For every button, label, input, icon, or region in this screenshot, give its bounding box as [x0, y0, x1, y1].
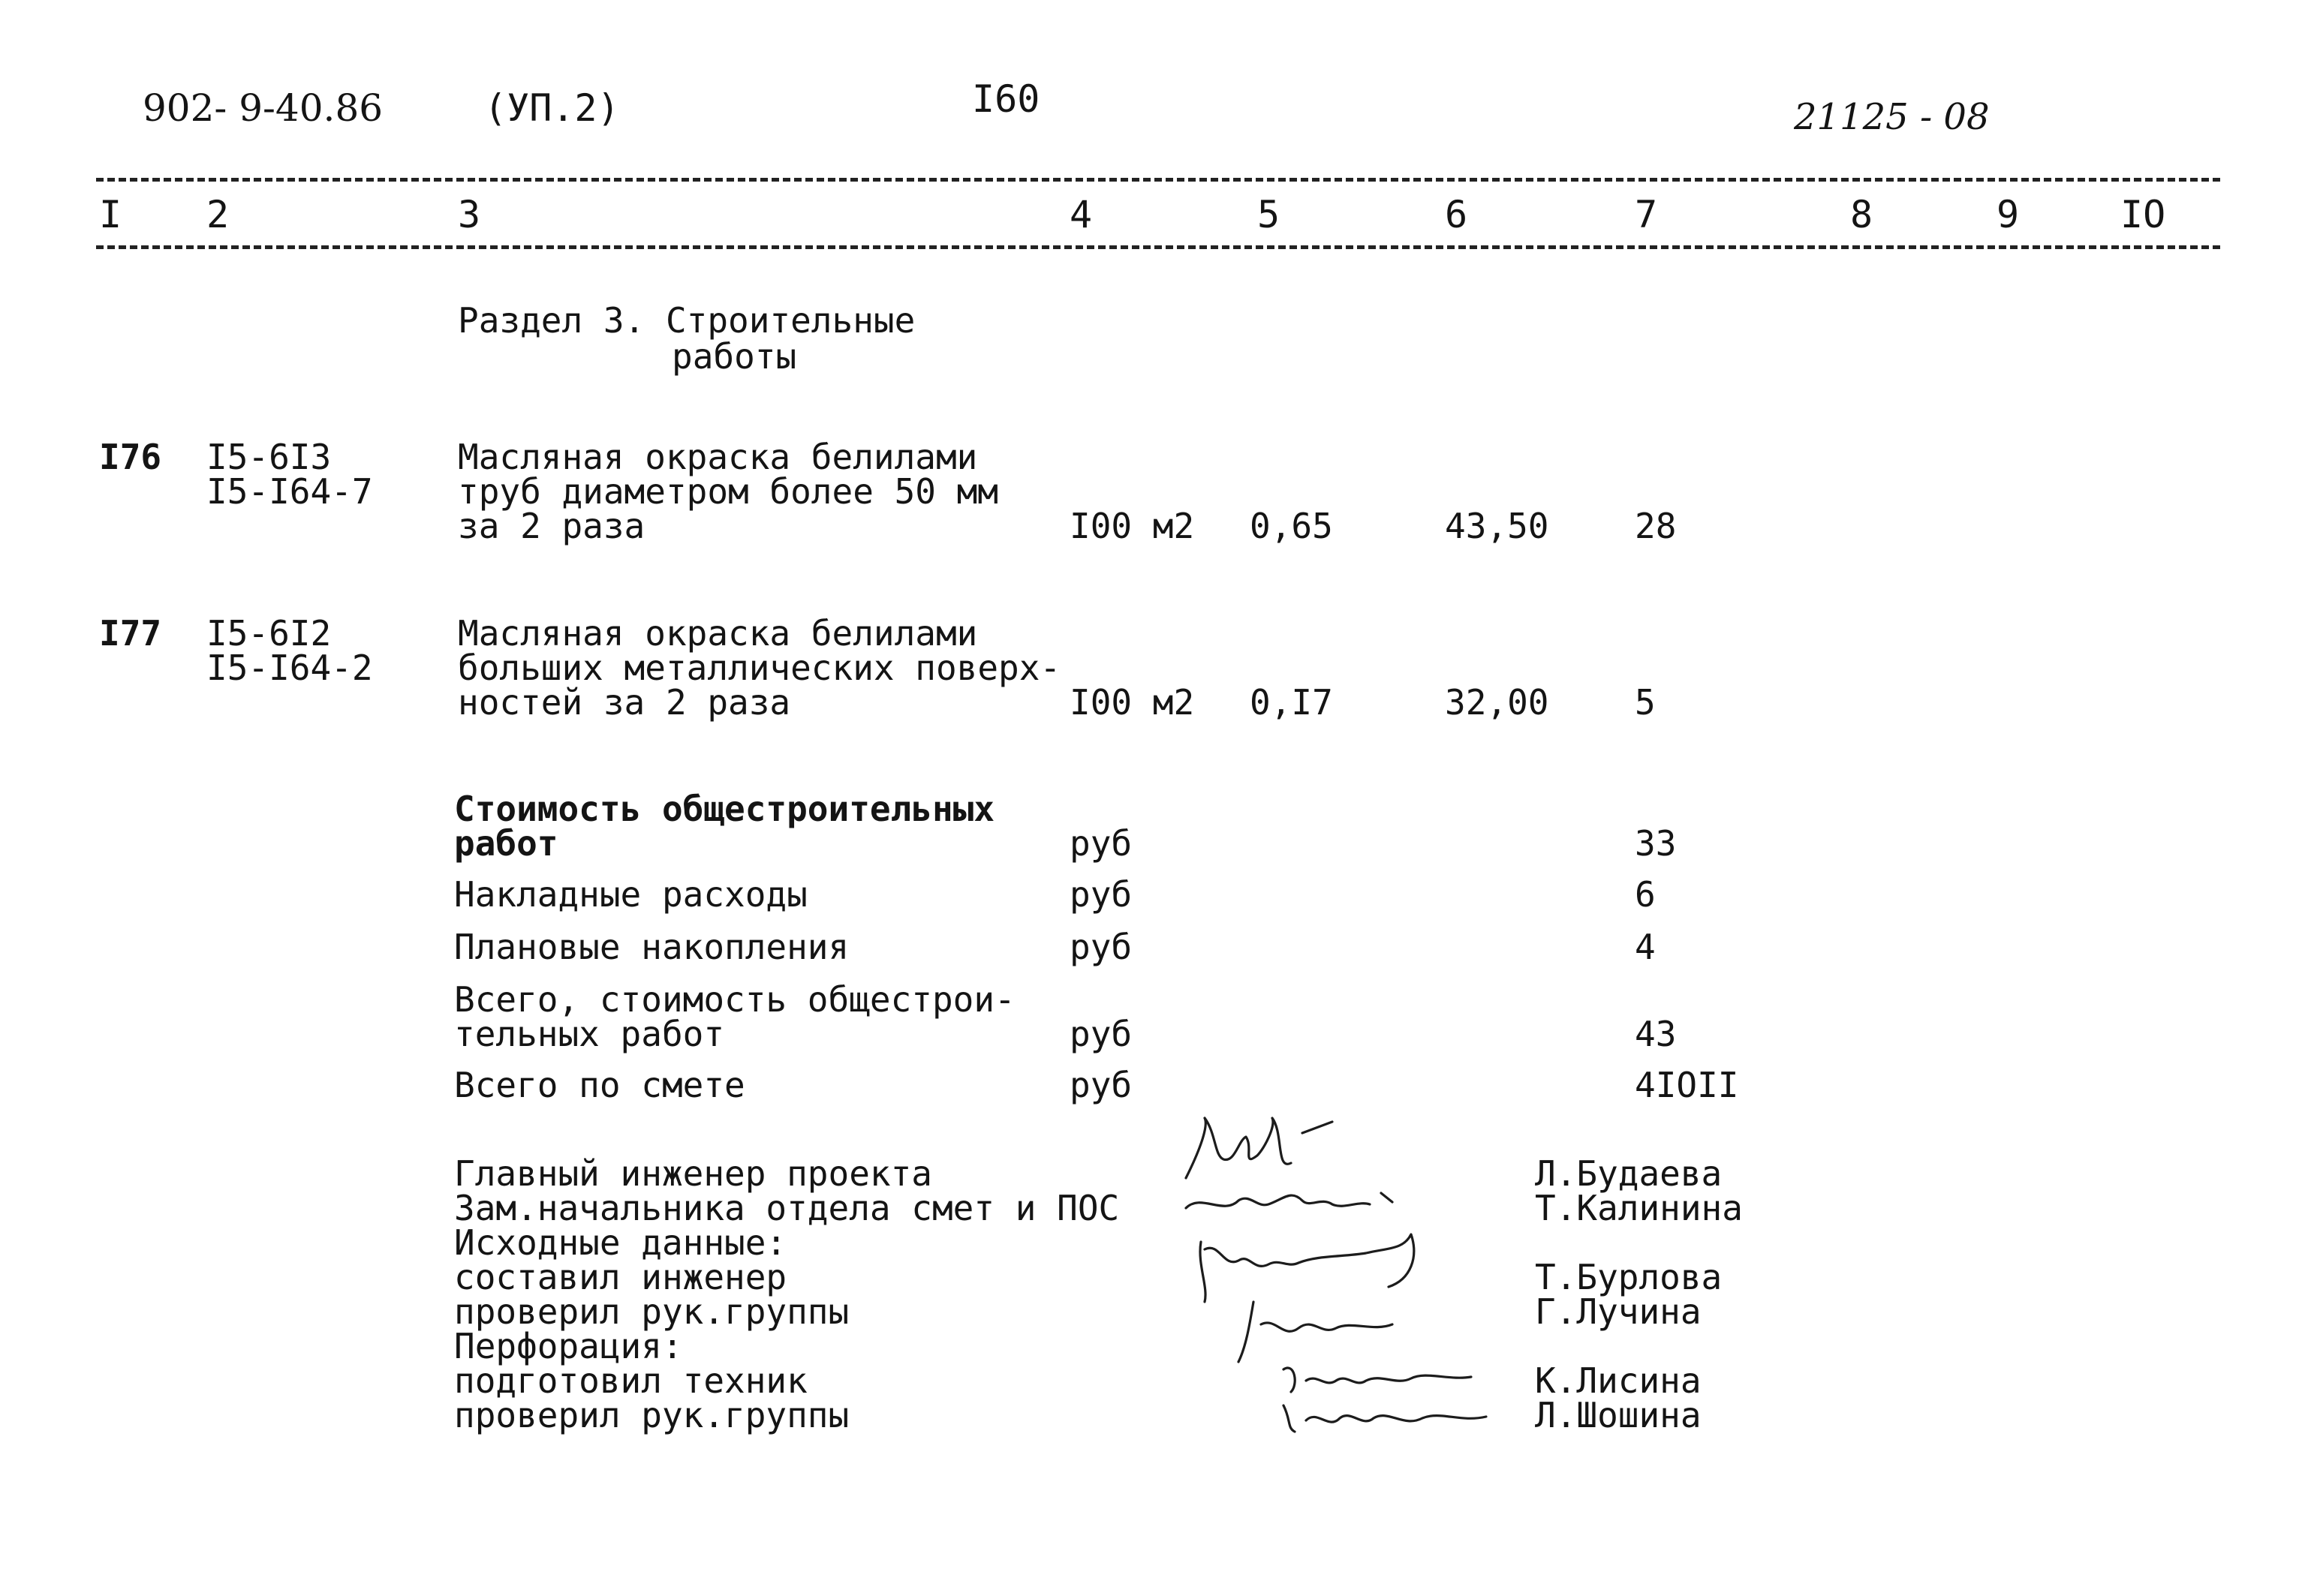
- signature-role: подготовил техник: [454, 1360, 808, 1401]
- summary-label: Плановые накопления: [454, 927, 850, 967]
- row-quantity: 0,I7: [1250, 682, 1333, 723]
- header-bottom-rule: [96, 245, 2220, 249]
- row-code: I5-6I2: [206, 613, 332, 654]
- handwritten-signature-shoshina: [1276, 1394, 1494, 1439]
- signer-name: Л.Будаева: [1535, 1153, 1723, 1194]
- column-header-3: 3: [458, 193, 481, 236]
- row-description: Масляная окраска белилами: [458, 437, 978, 477]
- summary-label: Всего, стоимость общестрои-: [454, 979, 1016, 1020]
- signature-role: проверил рук.группы: [454, 1291, 850, 1332]
- row-unit: I00 м2: [1070, 506, 1195, 546]
- summary-label: Стоимость общестроительных: [454, 789, 995, 829]
- summary-unit: руб: [1070, 874, 1133, 915]
- album-number: (УП.2): [484, 86, 620, 130]
- document-code: 902- 9-40.86: [143, 86, 384, 130]
- row-total: 5: [1635, 682, 1656, 723]
- signature-role: составил инженер: [454, 1257, 787, 1297]
- row-number: I77: [99, 613, 162, 654]
- summary-value: 6: [1635, 874, 1656, 915]
- row-number: I76: [99, 437, 162, 477]
- header-top-rule: [96, 178, 2220, 182]
- summary-unit: руб: [1070, 927, 1133, 967]
- row-unit-price: 32,00: [1445, 682, 1549, 723]
- summary-value: 4IOII: [1635, 1065, 1739, 1105]
- column-header-5: 5: [1257, 193, 1280, 236]
- section-title-cont: работы: [672, 336, 797, 377]
- row-unit-price: 43,50: [1445, 506, 1549, 546]
- row-quantity: 0,65: [1250, 506, 1333, 546]
- signature-role: Перфорация:: [454, 1326, 683, 1366]
- signer-name: Г.Лучина: [1535, 1291, 1702, 1332]
- column-header-10: IO: [2120, 193, 2166, 236]
- summary-unit: руб: [1070, 1014, 1133, 1054]
- row-code: I5-I64-7: [206, 471, 373, 512]
- signature-role: Исходные данные:: [454, 1222, 787, 1263]
- signer-name: К.Лисина: [1535, 1360, 1702, 1401]
- signature-role: Зам.начальника отдела смет и ПОС: [454, 1188, 1120, 1228]
- summary-value: 33: [1635, 823, 1677, 864]
- summary-unit: руб: [1070, 1065, 1133, 1105]
- summary-label: работ: [454, 823, 558, 864]
- summary-label: тельных работ: [454, 1014, 725, 1054]
- row-total: 28: [1635, 506, 1677, 546]
- column-header-2: 2: [206, 193, 230, 236]
- signature-role: проверил рук.группы: [454, 1395, 850, 1435]
- row-description: больших металлических поверх-: [458, 648, 1061, 688]
- row-code: I5-6I3: [206, 437, 332, 477]
- signer-name: Т.Бурлова: [1535, 1257, 1723, 1297]
- column-header-8: 8: [1850, 193, 1873, 236]
- row-description: ностей за 2 раза: [458, 682, 791, 723]
- column-header-1: I: [99, 193, 122, 236]
- handwritten-signature-lisina: [1276, 1354, 1479, 1399]
- summary-value: 4: [1635, 927, 1656, 967]
- summary-value: 43: [1635, 1014, 1677, 1054]
- row-unit: I00 м2: [1070, 682, 1195, 723]
- signature-role: Главный инженер проекта: [454, 1153, 932, 1194]
- signer-name: Т.Калинина: [1535, 1188, 1743, 1228]
- inventory-number: 21125 - 08: [1794, 96, 1990, 138]
- row-description: за 2 раза: [458, 506, 645, 546]
- page-number: I60: [972, 77, 1040, 121]
- row-code: I5-I64-2: [206, 648, 373, 688]
- column-header-9: 9: [1997, 193, 2020, 236]
- column-header-6: 6: [1445, 193, 1468, 236]
- signer-name: Л.Шошина: [1535, 1395, 1702, 1435]
- column-header-4: 4: [1070, 193, 1093, 236]
- summary-unit: руб: [1070, 823, 1133, 864]
- handwritten-signature-kalinina: [1178, 1171, 1404, 1231]
- summary-label: Всего по смете: [454, 1065, 745, 1105]
- section-title: Раздел 3. Строительные: [458, 300, 916, 341]
- row-description: Масляная окраска белилами: [458, 613, 978, 654]
- summary-label: Накладные расходы: [454, 874, 808, 915]
- row-description: труб диаметром более 50 мм: [458, 471, 999, 512]
- column-header-7: 7: [1635, 193, 1658, 236]
